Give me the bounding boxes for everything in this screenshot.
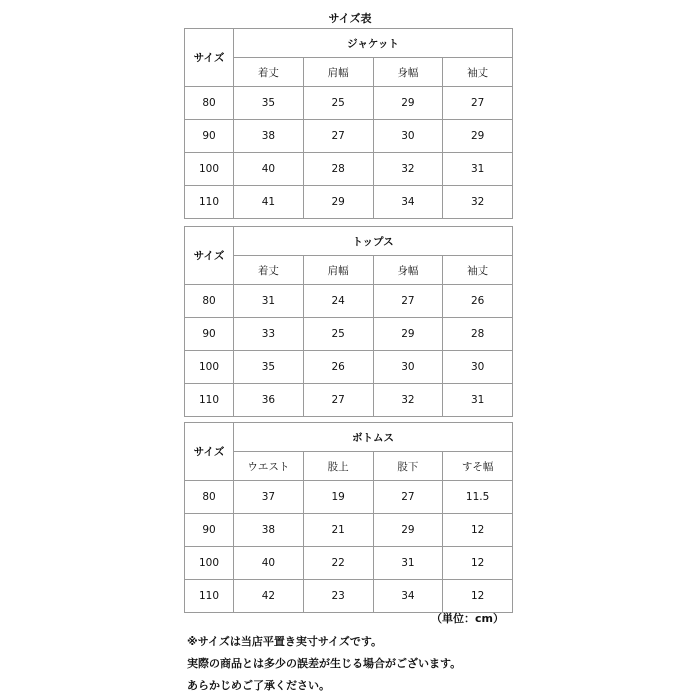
note-line: 実際の商品とは多少の誤差が生じる場合がございます。	[187, 657, 462, 670]
value-cell: 24	[303, 285, 373, 318]
value-cell: 30	[373, 120, 443, 153]
value-cell: 29	[373, 318, 443, 351]
value-cell: 19	[303, 481, 373, 514]
value-cell: 12	[443, 580, 513, 613]
size-cell: 100	[185, 351, 234, 384]
value-cell: 27	[303, 384, 373, 417]
value-cell: 27	[373, 481, 443, 514]
value-cell: 35	[234, 87, 304, 120]
size-cell: 100	[185, 153, 234, 186]
value-cell: 12	[443, 514, 513, 547]
value-cell: 27	[443, 87, 513, 120]
column-header: 肩幅	[303, 256, 373, 285]
column-header: ウエスト	[234, 452, 304, 481]
note-line: ※サイズは当店平置き実寸サイズです。	[187, 635, 383, 648]
value-cell: 29	[373, 514, 443, 547]
value-cell: 34	[373, 580, 443, 613]
table-row	[185, 285, 513, 318]
value-cell: 36	[234, 384, 304, 417]
table-row	[185, 547, 513, 580]
column-header: 着丈	[234, 58, 304, 87]
value-cell: 26	[443, 285, 513, 318]
value-cell: 31	[443, 153, 513, 186]
value-cell: 31	[443, 384, 513, 417]
value-cell: 41	[234, 186, 304, 219]
size-cell: 110	[185, 384, 234, 417]
table-row	[185, 153, 513, 186]
size-header: サイズ	[185, 227, 234, 285]
column-header: すそ幅	[443, 452, 513, 481]
size-cell: 80	[185, 87, 234, 120]
size-cell: 110	[185, 580, 234, 613]
value-cell: 28	[303, 153, 373, 186]
value-cell: 37	[234, 481, 304, 514]
value-cell: 30	[443, 351, 513, 384]
size-cell: 90	[185, 514, 234, 547]
value-cell: 38	[234, 514, 304, 547]
size-header: サイズ	[185, 423, 234, 481]
value-cell: 29	[443, 120, 513, 153]
value-cell: 25	[303, 87, 373, 120]
value-cell: 29	[303, 186, 373, 219]
value-cell: 29	[373, 87, 443, 120]
value-cell: 32	[373, 153, 443, 186]
table-row	[185, 186, 513, 219]
column-header: 袖丈	[443, 256, 513, 285]
value-cell: 25	[303, 318, 373, 351]
value-cell: 33	[234, 318, 304, 351]
value-cell: 40	[234, 153, 304, 186]
category-header: トップス	[234, 227, 513, 256]
unit-label: （単位：cm）	[431, 612, 504, 625]
column-header: 袖丈	[443, 58, 513, 87]
size-cell: 90	[185, 318, 234, 351]
size-table-bottoms	[184, 422, 513, 613]
table-row	[185, 318, 513, 351]
column-header: 肩幅	[303, 58, 373, 87]
column-header: 股上	[303, 452, 373, 481]
value-cell: 21	[303, 514, 373, 547]
value-cell: 27	[373, 285, 443, 318]
size-table-jacket	[184, 28, 513, 219]
value-cell: 23	[303, 580, 373, 613]
table-row	[185, 120, 513, 153]
table-row	[185, 514, 513, 547]
table-row	[185, 384, 513, 417]
notes	[187, 631, 461, 697]
table-row	[185, 481, 513, 514]
size-cell: 110	[185, 186, 234, 219]
value-cell: 12	[443, 547, 513, 580]
table-row	[185, 87, 513, 120]
value-cell: 34	[373, 186, 443, 219]
category-header: ボトムス	[234, 423, 513, 452]
size-table-tops	[184, 226, 513, 417]
table-row	[185, 580, 513, 613]
value-cell: 32	[443, 186, 513, 219]
column-header: 股下	[373, 452, 443, 481]
value-cell: 32	[373, 384, 443, 417]
value-cell: 27	[303, 120, 373, 153]
value-cell: 26	[303, 351, 373, 384]
value-cell: 28	[443, 318, 513, 351]
table-row	[185, 351, 513, 384]
size-cell: 90	[185, 120, 234, 153]
column-header: 着丈	[234, 256, 304, 285]
value-cell: 30	[373, 351, 443, 384]
column-header: 身幅	[373, 58, 443, 87]
value-cell: 42	[234, 580, 304, 613]
size-header: サイズ	[185, 29, 234, 87]
category-header: ジャケット	[234, 29, 513, 58]
note-line: あらかじめご了承ください。	[187, 679, 330, 692]
value-cell: 22	[303, 547, 373, 580]
value-cell: 35	[234, 351, 304, 384]
value-cell: 31	[373, 547, 443, 580]
page-title: サイズ表	[328, 12, 372, 25]
size-cell: 80	[185, 481, 234, 514]
value-cell: 31	[234, 285, 304, 318]
value-cell: 11.5	[443, 481, 513, 514]
size-cell: 80	[185, 285, 234, 318]
value-cell: 40	[234, 547, 304, 580]
size-cell: 100	[185, 547, 234, 580]
value-cell: 38	[234, 120, 304, 153]
column-header: 身幅	[373, 256, 443, 285]
